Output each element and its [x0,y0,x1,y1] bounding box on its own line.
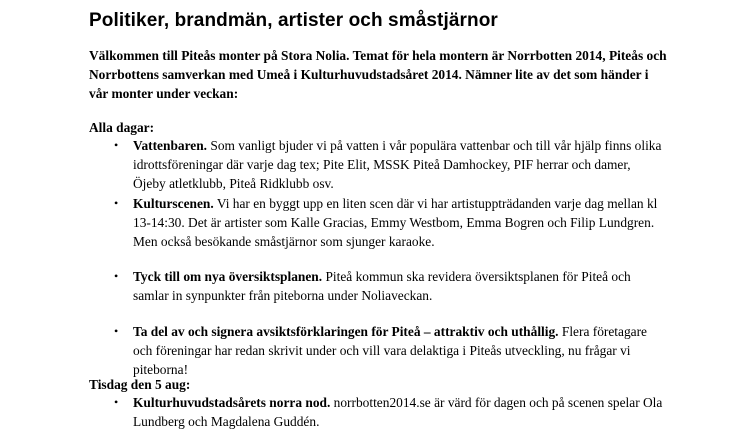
tuesday-list [89,393,689,431]
section-heading-tuesday: Tisdag den 5 aug: [89,377,191,392]
bullet-icon: • [114,323,119,338]
bullet-icon: • [114,138,119,152]
list-item [89,136,663,194]
intro-paragraph: Välkommen till Piteås monter på Stora Nolia. Temat för hela montern är Norrbotten 2014, Piteås och Norrbottens samverkan med Umeå i Kulturhuvudstadsåret 2014. Nämner lite av det som händer i vår monter under veckan: [89,48,667,102]
item-text: norrbotten2014.se är värd för dagen och på scenen spelar Ola Lundberg och Magdalena Guddén. [133,395,663,430]
page-title: Politiker, brandmän, artister och småstjärnor [89,10,498,31]
bullet-icon: • [114,395,119,409]
item-text: Vi har en byggt upp en liten scen där vi har artistuppträdanden varje dag mellan kl 13-14:30. Det är artister som Kalle Gracias, Emmy Westbom, Emma Bogren och Filip Lundgren. Men också besökande småstjärnor som sjunger karaoke. [133,195,658,250]
section-heading-all-days: Alla dagar: [89,120,155,135]
item-bold-label: Ta del av och signera avsiktsförklaringen för Piteå – attraktiv och uthållig. [133,323,559,339]
item-bold-label: Kulturscenen. [133,195,214,211]
item-text: Flera företagare och föreningar har redan skrivit under och vill vara delaktiga i Piteås utveckling, nu frågar vi piteborna! [133,323,648,378]
item-text: Piteå kommun ska revidera översiktsplanen för Piteå och samlar in synpunkter från piteborna under Noliaveckan. [133,269,631,304]
list-item [89,194,663,252]
item-bold-label: Kulturhuvudstadsårets norra nod. [133,395,331,410]
list-item [89,393,663,431]
bullet-icon: • [114,269,119,284]
item-bold-label: Vattenbaren. [133,138,208,153]
all-days-list [89,136,689,379]
bullet-icon: • [114,195,119,210]
item-bold-label: Tyck till om nya översiktsplanen. [133,269,323,285]
list-item [89,267,663,305]
list-item [89,322,663,380]
item-text: Som vanligt bjuder vi på vatten i vår populära vattenbar och till vår hjälp finns olika idrottsföreningar där varje dag tex; Pite Elit, MSSK Piteå Damhockey, PIF herrar och damer, Öjeby atletklubb, Piteå Ridklubb osv. [133,138,662,192]
